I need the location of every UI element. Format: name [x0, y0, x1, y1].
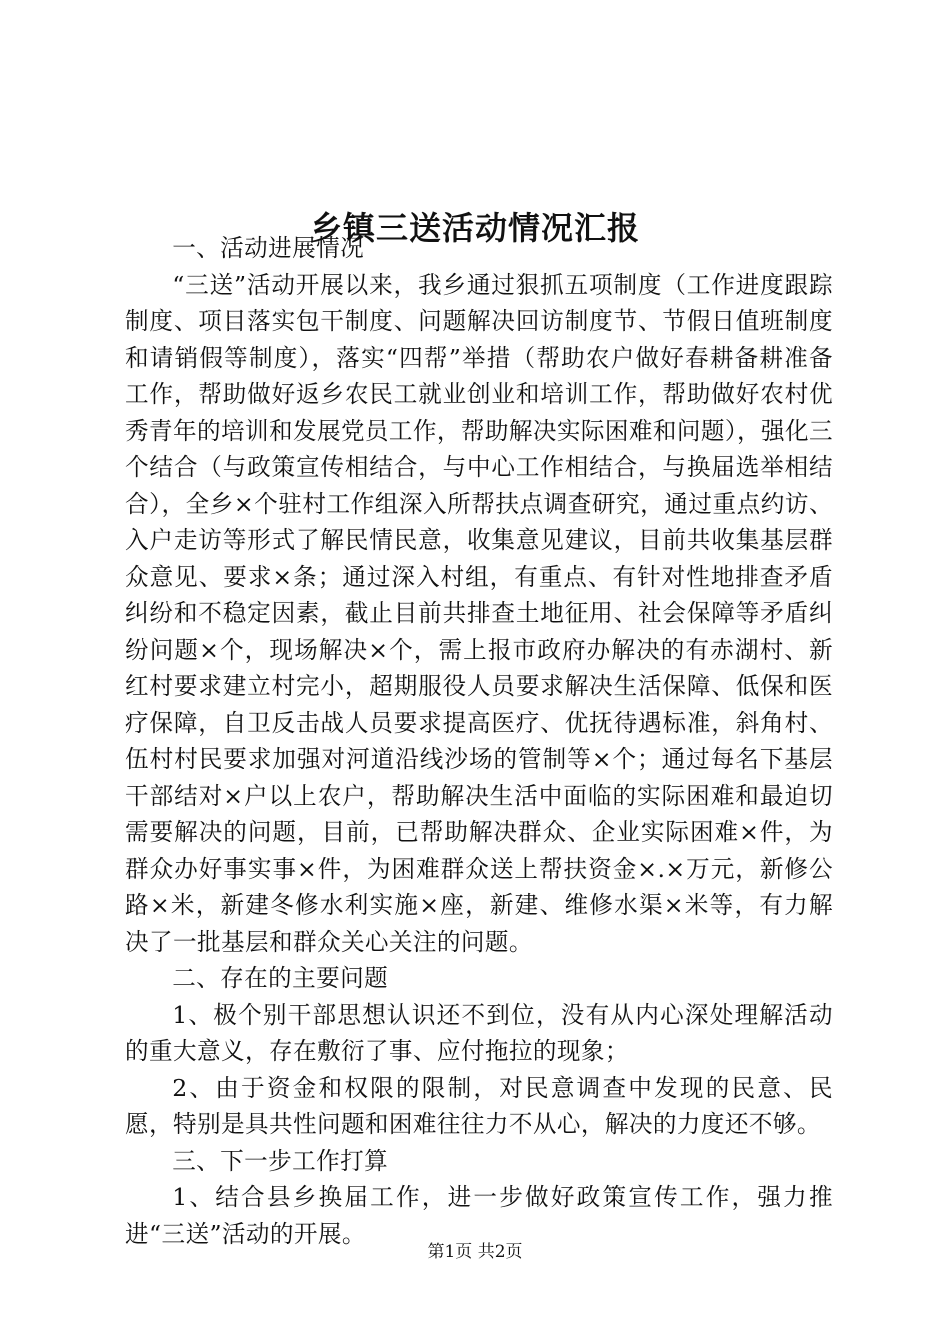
paragraph-progress-details: “三送”活动开展以来，我乡通过狠抓五项制度（工作进度跟踪制度、项目落实包干制度、问题解决回访制度节、节假日值班制度和请销假等制度），落实“四帮”举措（帮助农户做好春耕备耕准备工作，帮助做好返乡农民工就业创业和培训工作，帮助做好农村优秀青年的培训和发展党员工作，帮助解决实际困难和问题），强化三个结合（与政策宣传相结合，与中心工作相结合，与换届选举相结合），全乡×个驻村工作组深入所帮扶点调查研究，通过重点约访、入户走访等形式了解民情民意，收集意见建议，目前共收集基层群众意见、要求×条；通过深入村组，有重点、有针对性地排查矛盾纠纷和不稳定因素，截止目前共排查土地征用、社会保障等矛盾纠纷问题×个，现场解决×个，需上报市政府办解决的有赤湖村、新红村要求建立村完小，超期服役人员要求解决生活保障、低保和医疗保障，自卫反击战人员要求提高医疗、优抚待遇标准，斜角村、伍村村民要求加强对河道沿线沙场的管制等×个；通过每名下基层干部结对×户以上农户，帮助解决生活中面临的实际困难和最迫切需要解决的问题，目前，已帮助解决群众、企业实际困难×件，为群众办好事实事×件，为困难群众送上帮扶资金×.×万元，新修公路×米，新建冬修水利实施×座，新建、维修水渠×米等，有力解决了一批基层和群众关心关注的问题。	[125, 270, 834, 956]
paragraph-problem-2: 2、由于资金和权限的限制，对民意调查中发现的民意、民愿，特别是具共性问题和困难往往力不从心，解决的力度还不够。	[125, 1073, 833, 1138]
document-title: 乡镇三送活动情况汇报	[309, 209, 640, 248]
section-heading-next-steps: 三、下一步工作打算	[172, 1146, 389, 1175]
document-body	[125, 230, 833, 1252]
page-number-footer: 第1页 共2页	[427, 1242, 523, 1262]
paragraph-problem-1: 1、极个别干部思想认识还不到位，没有从内心深处理解活动的重大意义，存在敷衍了事、应付拖拉的现象；	[125, 1000, 833, 1065]
paragraph-next-step-1: 1、结合县乡换届工作，进一步做好政策宣传工作，强力推进“三送”活动的开展。	[125, 1183, 833, 1248]
section-heading-progress: 一、活动进展情况	[172, 234, 365, 262]
section-heading-problems: 二、存在的主要问题	[172, 964, 389, 992]
